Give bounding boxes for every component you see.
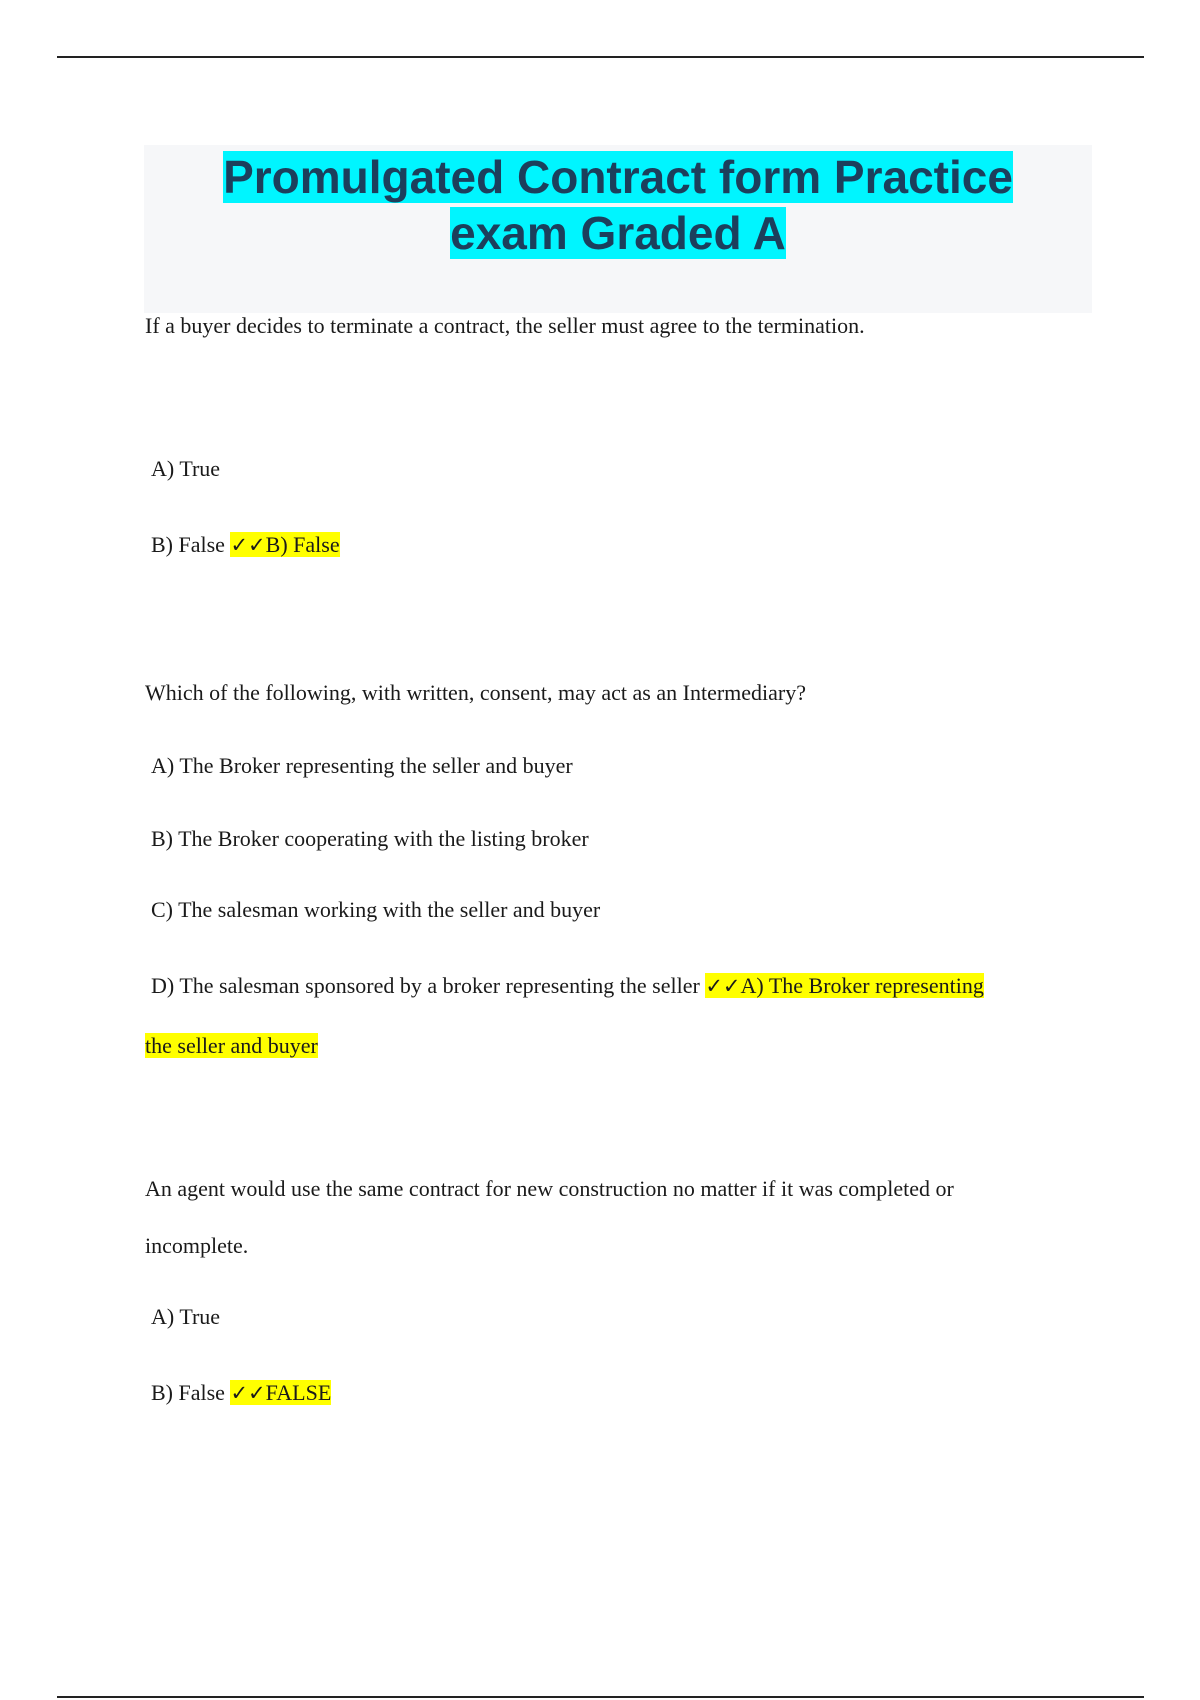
- check-icon: ✓✓: [230, 1381, 266, 1405]
- footer-rule: [57, 1696, 1144, 1698]
- question-2-answer-text-2: the seller and buyer: [145, 1033, 318, 1058]
- question-3-text-line-2: incomplete.: [145, 1233, 249, 1258]
- question-1-answer: [230, 532, 339, 557]
- document-title: [144, 145, 1092, 261]
- question-2-answer-text-1: A) The Broker representing: [740, 973, 984, 998]
- question-2-option-c: C) The salesman working with the seller and buyer: [151, 897, 601, 922]
- question-1-option-b: [151, 530, 340, 560]
- question-2-answer-continued: [145, 1031, 318, 1061]
- title-line-2: exam Graded A: [450, 207, 786, 259]
- question-2-answer: [705, 973, 984, 998]
- question-3-option-b-label: B) False: [151, 1380, 225, 1405]
- question-3-answer: [230, 1380, 331, 1405]
- question-2-option-b: B) The Broker cooperating with the listing broker: [151, 826, 589, 851]
- title-box: [144, 145, 1092, 313]
- question-2-option-d: [151, 971, 984, 1001]
- question-2-option-d-label: D) The salesman sponsored by a broker representing the seller: [151, 973, 700, 998]
- question-2-option-a: A) The Broker representing the seller and buyer: [151, 753, 573, 778]
- question-1-answer-text: B) False: [265, 532, 340, 557]
- question-1-option-a: A) True: [151, 456, 221, 481]
- title-line-1: Promulgated Contract form Practice: [223, 151, 1013, 203]
- question-3-answer-text: FALSE: [265, 1380, 332, 1405]
- question-3-text-line-1: An agent would use the same contract for new construction no matter if it was completed or: [145, 1176, 954, 1201]
- check-icon: ✓✓: [705, 974, 741, 998]
- question-3-option-b: [151, 1378, 331, 1408]
- header-rule: [57, 56, 1144, 58]
- question-1-option-b-label: B) False: [151, 532, 225, 557]
- question-2-text: Which of the following, with written, consent, may act as an Intermediary?: [145, 680, 807, 705]
- question-3-option-a: A) True: [151, 1304, 221, 1329]
- check-icon: ✓✓: [230, 533, 266, 557]
- question-1-text: If a buyer decides to terminate a contract, the seller must agree to the termination.: [145, 313, 865, 338]
